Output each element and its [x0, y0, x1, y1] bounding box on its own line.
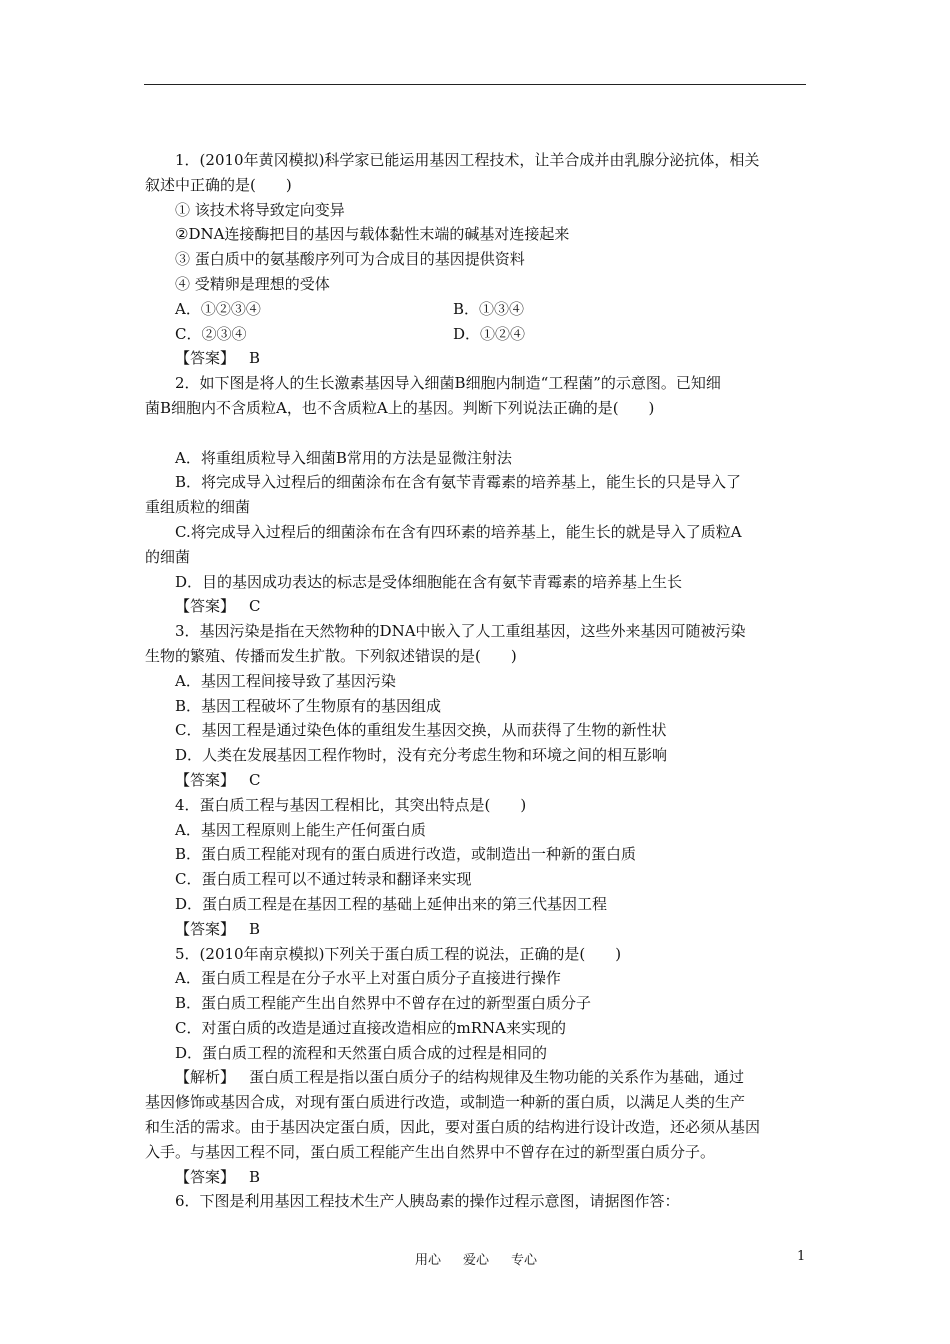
option-b: B．基因工程破坏了生物原有的基因组成 [175, 696, 442, 715]
analysis-text: 和生活的需求。由于基因决定蛋白质，因此，要对蛋白质的结构进行设计改造，还必须从基因 [145, 1118, 761, 1137]
question-stem-line: 6．下图是利用基因工程技术生产人胰岛素的操作过程示意图，请据图作答： [175, 1192, 680, 1211]
option-d: D．人类在发展基因工程作物时，没有充分考虑生物和环境之间的相互影响 [175, 746, 668, 765]
answer-value: B [249, 919, 261, 938]
answer-label: 【答案】 [175, 919, 236, 938]
option-c-continued: 的细菌 [145, 547, 191, 566]
question-4 [145, 793, 807, 942]
answer-line [145, 917, 807, 942]
answer-label: 【答案】 [175, 770, 236, 789]
question-stem-line: 5．(2010年南京模拟)下列关于蛋白质工程的说法，正确的是( ) [175, 944, 622, 963]
option-c: C．②③④ [175, 324, 247, 343]
question-stem-line: 3．基因污染是指在天然物种的DNA中嵌入了人工重组基因，这些外来基因可随被污染 [175, 622, 746, 641]
option-d: D．目的基因成功表达的标志是受体细胞能在含有氨苄青霉素的培养基上生长 [175, 572, 683, 591]
question-5 [145, 942, 807, 1190]
answer-line [145, 594, 807, 619]
analysis-text: 基因修饰或基因合成，对现有蛋白质进行改造，或制造一种新的蛋白质，以满足人类的生产 [145, 1093, 746, 1112]
option-b: B．将完成导入过程后的细菌涂布在含有氨苄青霉素的培养基上，能生长的只是导入了 [175, 473, 742, 492]
answer-line [145, 346, 807, 371]
option-b: B．蛋白质工程能对现有的蛋白质进行改造，或制造出一种新的蛋白质 [175, 845, 637, 864]
analysis-label: 【解析】 [175, 1068, 236, 1087]
question-1 [145, 148, 807, 371]
options-row [145, 322, 807, 347]
answer-value: C [249, 770, 261, 789]
option-a: A．蛋白质工程是在分子水平上对蛋白质分子直接进行操作 [175, 969, 561, 988]
answer-line [145, 1165, 807, 1190]
option-c: C．对蛋白质的改造是通过直接改造相应的mRNA来实现的 [175, 1018, 566, 1037]
option-d: D．①②④ [453, 324, 526, 343]
answer-line [145, 768, 807, 793]
answer-value: B [249, 349, 261, 368]
answer-value: B [249, 1167, 261, 1186]
slogan-word: 爱心 [463, 1253, 490, 1268]
page-number: 1 [797, 1249, 806, 1264]
option-b-continued: 重组质粒的细菌 [145, 498, 251, 517]
option-b: B．①③④ [453, 299, 525, 318]
question-stem-line: 菌B细胞内不含质粒A，也不含质粒A上的基因。判断下列说法正确的是( ) [145, 398, 655, 417]
figure-placeholder [145, 421, 807, 446]
statement-item: ① 该技术将导致定向变异 [175, 200, 345, 219]
page-footer [0, 1249, 950, 1269]
answer-value: C [249, 597, 261, 616]
analysis-text: 蛋白质工程是指以蛋白质分子的结构规律及生物功能的关系作为基础，通过 [249, 1068, 745, 1087]
options-row [145, 297, 807, 322]
analysis-text: 入手。与基因工程不同，蛋白质工程能产生出自然界中不曾存在过的新型蛋白质分子。 [145, 1142, 716, 1161]
question-2 [145, 371, 807, 619]
option-b: B．蛋白质工程能产生出自然界中不曾存在过的新型蛋白质分子 [175, 994, 592, 1013]
option-d: D．蛋白质工程的流程和天然蛋白质合成的过程是相同的 [175, 1043, 548, 1062]
option-a: A．基因工程间接导致了基因污染 [175, 671, 396, 690]
question-3 [145, 619, 807, 793]
slogan-word: 专心 [511, 1253, 538, 1268]
option-c: C．蛋白质工程可以不通过转录和翻译来实现 [175, 870, 472, 889]
statement-item: ④ 受精卵是理想的受体 [175, 274, 330, 293]
option-a: A．①②③④ [175, 299, 261, 318]
answer-label: 【答案】 [175, 349, 236, 368]
footer-slogan [415, 1249, 559, 1268]
question-stem-line: 生物的繁殖、传播而发生扩散。下列叙述错误的是( ) [145, 646, 517, 665]
statement-item: ②DNA连接酶把目的基因与载体黏性末端的碱基对连接起来 [175, 225, 570, 244]
slogan-word: 用心 [415, 1253, 442, 1268]
question-stem-line: 4．蛋白质工程与基因工程相比，其突出特点是( ) [175, 795, 527, 814]
statement-item: ③ 蛋白质中的氨基酸序列可为合成目的基因提供资料 [175, 250, 525, 269]
page-body [145, 148, 807, 1214]
question-6 [145, 1189, 807, 1214]
answer-label: 【答案】 [175, 1167, 236, 1186]
option-c: C.将完成导入过程后的细菌涂布在含有四环素的培养基上，能生长的就是导入了质粒A [175, 522, 742, 541]
question-stem-line: 1．(2010年黄冈模拟)科学家已能运用基因工程技术，让羊合成并由乳腺分泌抗体，相关 [175, 151, 760, 169]
option-a: A．基因工程原则上能生产任何蛋白质 [175, 820, 426, 839]
question-stem-line: 叙述中正确的是( ) [145, 175, 292, 194]
option-a: A．将重组质粒导入细菌B常用的方法是显微注射法 [175, 448, 512, 467]
analysis-line [145, 1065, 807, 1090]
header-rule [144, 84, 806, 85]
option-d: D．蛋白质工程是在基因工程的基础上延伸出来的第三代基因工程 [175, 894, 608, 913]
option-c: C．基因工程是通过染色体的重组发生基因交换，从而获得了生物的新性状 [175, 721, 667, 740]
question-stem-line: 2．如下图是将人的生长激素基因导入细菌B细胞内制造“工程菌”的示意图。已知细 [175, 374, 721, 393]
answer-label: 【答案】 [175, 597, 236, 616]
